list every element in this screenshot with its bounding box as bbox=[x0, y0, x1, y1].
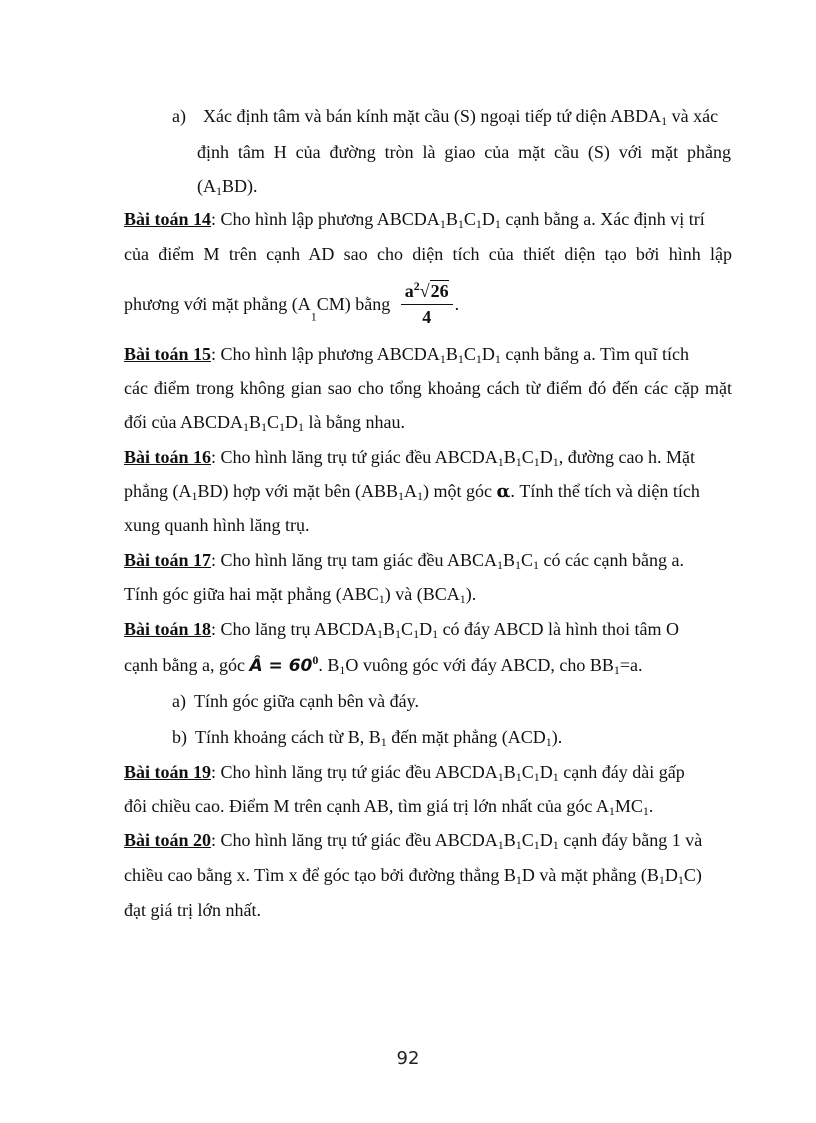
text: cạnh bằng a. Tìm quĩ tích bbox=[500, 344, 689, 364]
text: và xác bbox=[667, 106, 719, 126]
text: cạnh bằng a, góc bbox=[124, 655, 250, 675]
text: ). bbox=[465, 584, 477, 604]
problem-title: Bài toán 20 bbox=[124, 830, 212, 850]
page-number: 92 bbox=[396, 1048, 420, 1069]
text: của điểm M trên cạnh AD sao cho diện tích của thiết diện tạo bởi hình lập bbox=[124, 244, 732, 264]
text: Xác định tâm và bán kính mặt cầu (S) ngoại tiếp tứ diện ABDA bbox=[202, 106, 662, 126]
fraction-a2-sqrt26-over-4: $\frac{a^2√26}{4}$ bbox=[401, 280, 453, 327]
list-marker: b) bbox=[172, 727, 187, 747]
text: =a. bbox=[619, 655, 643, 675]
text: phương với mặt phẳng (A bbox=[124, 293, 311, 314]
text: ) và (BCA bbox=[384, 584, 460, 604]
problem-19-line1: Bài toán 19: Cho hình lăng trụ tứ giác đều $ABCDA_1B_1C_1D_1$ cạnh đáy dài gấp bbox=[124, 762, 685, 784]
problem-title: Bài toán 15 bbox=[124, 344, 212, 364]
problem-16-line2: phẳng $(A_1BD)$ hợp với mặt bên $(ABB_1A_1)$ một góc α. Tính thể tích và diện tích bbox=[124, 481, 700, 503]
text: Tính góc giữa cạnh bên và đáy. bbox=[193, 691, 419, 711]
text: có đáy ABCD là hình thoi tâm O bbox=[438, 619, 680, 639]
text: 4 bbox=[422, 307, 432, 327]
text: . Tính thể tích và diện tích bbox=[510, 481, 700, 501]
text: các điểm trong không gian sao cho tổng khoảng cách từ điểm đó đến các cặp mặt bbox=[124, 378, 732, 398]
angle-value: Â = 60 bbox=[249, 656, 313, 676]
problem-20-line1: Bài toán 20: Cho hình lăng trụ tứ giác đều $ABCDA_1B_1C_1D_1$ cạnh đáy bằng 1 và bbox=[124, 830, 703, 852]
problem-20-line2: chiều cao bằng x. Tìm x để góc tạo bởi đường thẳng $B_1D$ và mặt phẳng $(B_1D_1C)$ bbox=[124, 865, 702, 887]
text: , đường cao h. Mặt bbox=[558, 447, 696, 467]
problem-19-line2: đôi chiều cao. Điểm M trên cạnh AB, tìm giá trị lớn nhất của góc $A_1MC_1$. bbox=[124, 796, 654, 818]
item-a-line1: a) Xác định tâm và bán kính mặt cầu (S) ngoại tiếp tứ diện $ABDA_1$ và xác bbox=[172, 106, 719, 128]
text: : Cho hình lập phương ABCDA bbox=[211, 344, 440, 364]
text: Tính khoảng cách từ B, B bbox=[195, 727, 381, 747]
text: . bbox=[648, 796, 654, 816]
problem-title: Bài toán 14 bbox=[124, 209, 212, 229]
problem-title: Bài toán 17 bbox=[124, 550, 212, 570]
problem-title: Bài toán 18 bbox=[124, 619, 212, 639]
text: đối của ABCDA bbox=[124, 412, 243, 432]
text: là bằng nhau. bbox=[304, 412, 405, 432]
text: : Cho hình lăng trụ tứ giác đều ABCDA bbox=[211, 830, 498, 850]
text: 0 bbox=[312, 653, 319, 667]
problem-16-line1: Bài toán 16: Cho hình lăng trụ tứ giác đều $ABCDA_1B_1C_1D_1$, đường cao h. Mặt bbox=[124, 447, 696, 469]
text: 26 bbox=[430, 281, 449, 301]
problem-14-line2 bbox=[124, 243, 732, 265]
text: C) bbox=[683, 865, 702, 885]
text: cạnh đáy bằng 1 và bbox=[558, 830, 703, 850]
text: Tính góc giữa hai mặt phẳng (ABC bbox=[124, 584, 379, 604]
problem-title: Bài toán 19 bbox=[124, 762, 212, 782]
problem-14-line1: Bài toán 14: Cho hình lập phương $ABCDA_1B_1C_1D_1$ cạnh bằng a. Xác định vị trí bbox=[124, 209, 705, 231]
text: BD) hợp với mặt bên (ABB bbox=[197, 481, 399, 501]
text: có các cạnh bằng a. bbox=[539, 550, 684, 570]
alpha-symbol: α bbox=[496, 481, 511, 502]
problem-15-line3: đối của $ABCDA_1B_1C_1D_1$ là bằng nhau. bbox=[124, 412, 405, 434]
text: . bbox=[454, 293, 460, 314]
text: ) một góc bbox=[423, 481, 497, 501]
item-a-line2 bbox=[197, 141, 731, 163]
text: xung quanh hình lăng trụ. bbox=[124, 515, 310, 535]
problem-17-line2: Tính góc giữa hai mặt phẳng $(ABC_1)$ và $(BCA_1)$. bbox=[124, 584, 477, 606]
text: A bbox=[404, 481, 418, 501]
problem-17-line1: Bài toán 17: Cho hình lăng trụ tam giác đều $ABCA_1B_1C_1$ có các cạnh bằng a. bbox=[124, 550, 684, 572]
text: : Cho hình lăng trụ tứ giác đều ABCDA bbox=[211, 762, 498, 782]
list-marker: a) bbox=[172, 106, 186, 126]
text: ). bbox=[551, 727, 563, 747]
text: : Cho hình lập phương ABCDA bbox=[211, 209, 440, 229]
problem-18-item-b: b) Tính khoảng cách từ B, $B_1$ đến mặt phẳng $(ACD_1)$. bbox=[172, 727, 563, 749]
text: CM) bằng bbox=[316, 293, 391, 314]
text: D và mặt phẳng (B bbox=[521, 865, 659, 885]
text: a bbox=[404, 281, 414, 301]
text: . B bbox=[318, 655, 340, 675]
text: : Cho hình lăng trụ tứ giác đều ABCDA bbox=[211, 447, 498, 467]
text: đến mặt phẳng (ACD bbox=[386, 727, 546, 747]
text: : Cho lăng trụ ABCDA bbox=[211, 619, 378, 639]
list-marker: a) bbox=[172, 691, 186, 711]
text: BD). bbox=[222, 176, 258, 196]
text: chiều cao bằng x. Tìm x để góc tạo bởi đường thẳng B bbox=[124, 865, 516, 885]
item-a-line3: $(A_1BD)$. bbox=[197, 176, 258, 198]
problem-14-line3: phương với mặt phẳng $(A_1CM)$ bằng $\frac{a^2√26}{4}$ . bbox=[124, 279, 460, 327]
problem-15-line1: Bài toán 15: Cho hình lập phương $ABCDA_1B_1C_1D_1$ cạnh bằng a. Tìm quĩ tích bbox=[124, 344, 689, 366]
text: (A bbox=[197, 176, 216, 196]
text: O vuông góc với đáy ABCD, cho BB bbox=[345, 655, 614, 675]
problem-20-line3 bbox=[124, 899, 261, 921]
problem-18-line2: cạnh bằng a, góc Â = $60^0$. $B_1O$ vuông góc với đáy ABCD, cho $BB_1=a$. bbox=[124, 653, 643, 677]
text: định tâm H của đường tròn là giao của mặt cầu (S) với mặt phẳng bbox=[197, 142, 731, 162]
text: : Cho hình lăng trụ tam giác đều ABCA bbox=[211, 550, 497, 570]
text: phẳng (A bbox=[124, 481, 192, 501]
problem-15-line2 bbox=[124, 377, 732, 399]
problem-16-line3 bbox=[124, 514, 309, 536]
problem-18-line1: Bài toán 18: Cho lăng trụ $ABCDA_1B_1C_1D_1$ có đáy ABCD là hình thoi tâm O bbox=[124, 619, 680, 641]
text: cạnh bằng a. Xác định vị trí bbox=[500, 209, 705, 229]
problem-title: Bài toán 16 bbox=[124, 447, 212, 467]
text: cạnh đáy dài gấp bbox=[558, 762, 685, 782]
text: MC bbox=[614, 796, 643, 816]
problem-18-item-a bbox=[172, 690, 419, 712]
text: D bbox=[664, 865, 678, 885]
text: đôi chiều cao. Điểm M trên cạnh AB, tìm giá trị lớn nhất của góc A bbox=[124, 796, 609, 816]
text: đạt giá trị lớn nhất. bbox=[124, 900, 261, 920]
